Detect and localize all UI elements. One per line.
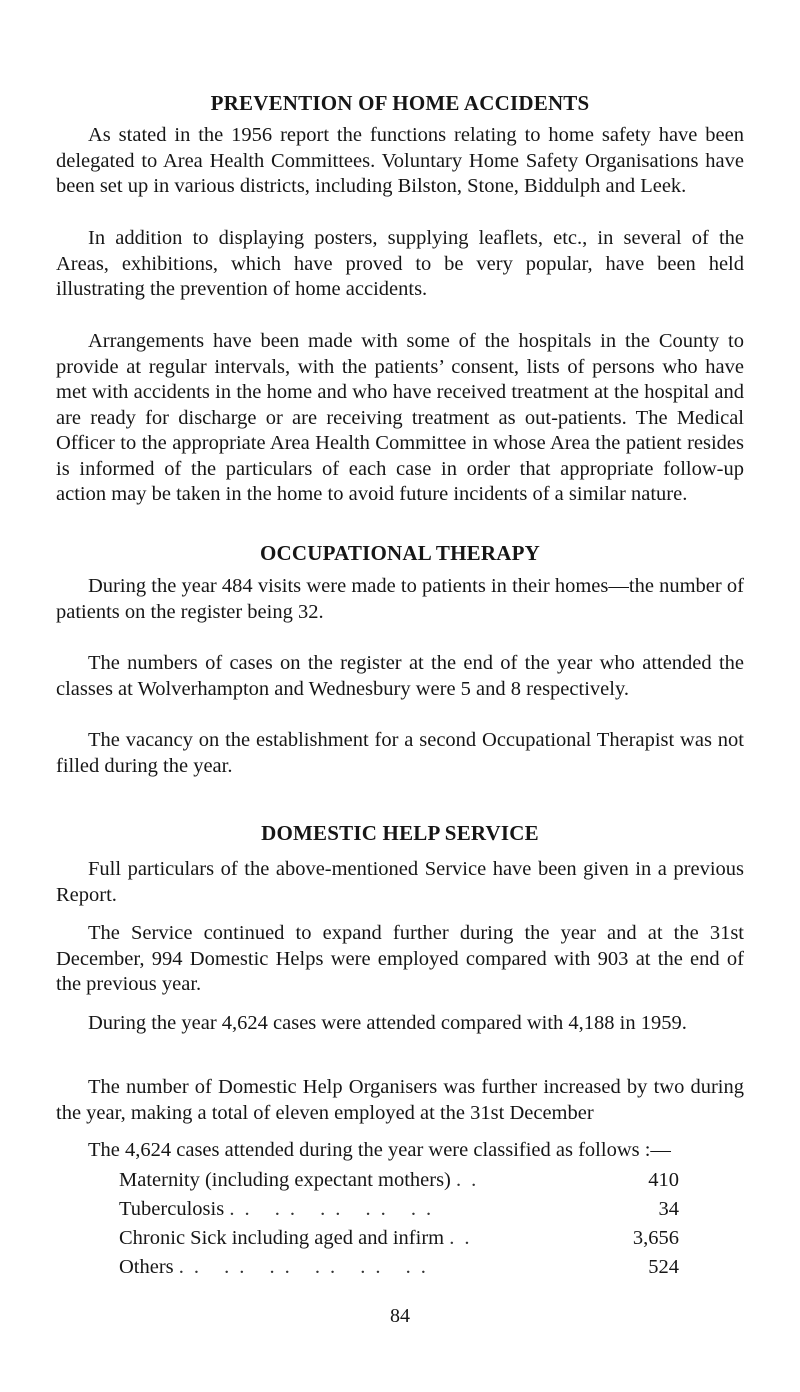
table-row-category: Others .. .. .. .. .. .. bbox=[119, 1256, 436, 1278]
paragraph: Full particulars of the above-mentioned Service have been given in a previous Report. bbox=[56, 858, 744, 906]
paragraph: During the year 4,624 cases were attended compared with 4,188 in 1959. bbox=[88, 1012, 687, 1034]
table-row bbox=[119, 1253, 679, 1282]
table-row bbox=[119, 1166, 679, 1195]
paragraph: The number of Domestic Help Organisers was further increased by two during the year, making a total of eleven employed at the 31st December bbox=[56, 1076, 744, 1124]
table-row-count: 410 bbox=[648, 1169, 679, 1191]
paragraph: The numbers of cases on the register at the end of the year who attended the classes at Wolverhampton and Wednesbury were 5 and 8 respectively. bbox=[56, 652, 744, 700]
paragraph: The Service continued to expand further during the year and at the 31st December, 994 Domestic Helps were employed compared with 903 at the end of the previous year. bbox=[56, 922, 744, 995]
table-row-category: Chronic Sick including aged and infirm .. bbox=[119, 1227, 480, 1249]
table-intro: The 4,624 cases attended during the year were classified as follows :— bbox=[88, 1139, 671, 1161]
table-row bbox=[119, 1195, 679, 1224]
page-number: 84 bbox=[390, 1305, 410, 1327]
section-heading-domestic-help: DOMESTIC HELP SERVICE bbox=[261, 821, 539, 845]
table-row-category: Tuberculosis .. .. .. .. .. bbox=[119, 1198, 442, 1220]
paragraph: During the year 484 visits were made to patients in their homes—the number of patients on the register being 32. bbox=[56, 575, 744, 623]
paragraph: In addition to displaying posters, supplying leaflets, etc., in several of the Areas, exhibitions, which have proved to be very popular, have been held illustrating the prevention of home accidents. bbox=[56, 227, 744, 300]
section-heading-home-accidents: PREVENTION OF HOME ACCIDENTS bbox=[210, 91, 590, 115]
section-heading-occupational-therapy: OCCUPATIONAL THERAPY bbox=[260, 541, 540, 565]
paragraph: Arrangements have been made with some of the hospitals in the County to provide at regular intervals, with the patients’ consent, lists of persons who have met with accidents in the home and who have received treatment at the hospital and are ready for discharge or are receiving treatment as out-patients. The Medical Officer to the appropriate Area Health Committee in whose Area the patient resides is informed of the particulars of each case in order that appropriate follow-up action may be taken in the home to avoid future incidents of a similar nature. bbox=[56, 330, 744, 505]
table-row-count: 34 bbox=[658, 1198, 679, 1220]
table-row-count: 524 bbox=[648, 1256, 679, 1278]
paragraph: As stated in the 1956 report the functions relating to home safety have been delegated to Area Health Committees. Voluntary Home Safety Organisations have been set up in various districts, including Bilston, Stone, Biddulph and Leek. bbox=[56, 124, 744, 197]
paragraph: The vacancy on the establishment for a second Occupational Therapist was not filled during the year. bbox=[56, 729, 744, 777]
table-row-category: Maternity (including expectant mothers) .. bbox=[119, 1169, 487, 1191]
table-row bbox=[119, 1224, 679, 1253]
cases-classification-table bbox=[119, 1166, 679, 1282]
table-row-count: 3,656 bbox=[632, 1227, 679, 1249]
